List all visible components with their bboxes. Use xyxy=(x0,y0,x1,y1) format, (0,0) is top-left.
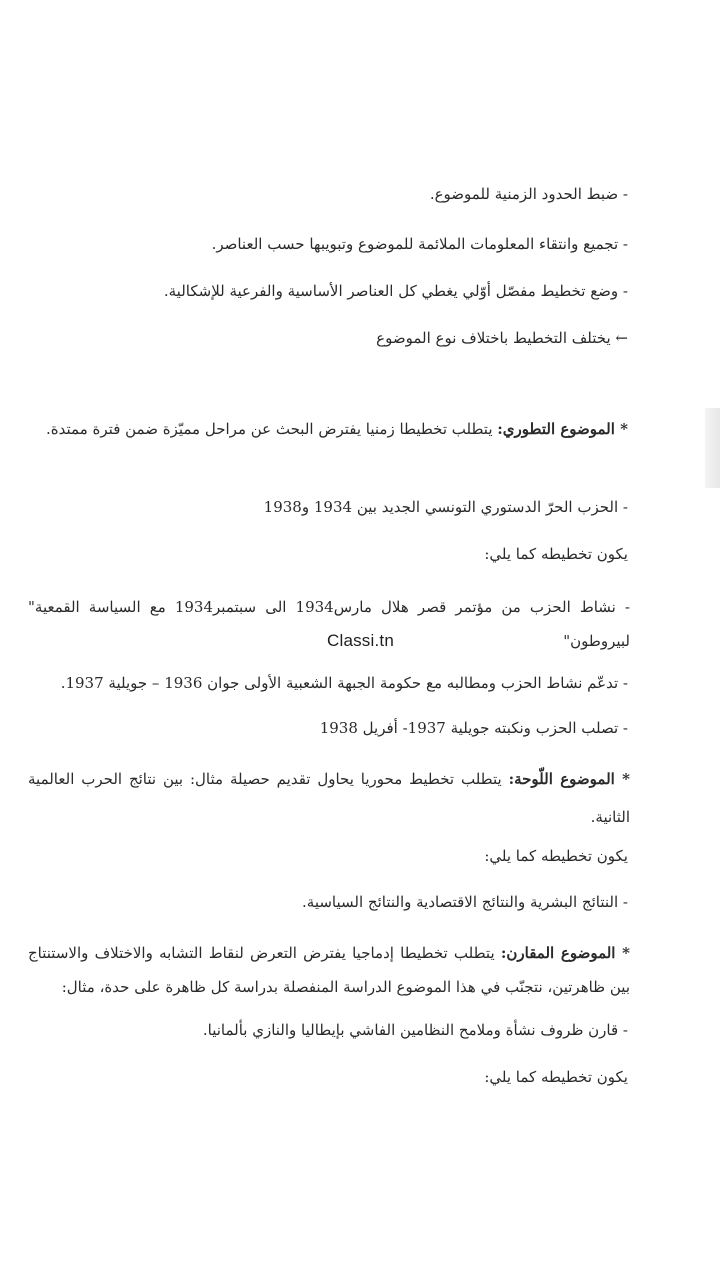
bullet-collect-information: - تجميع وانتقاء المعلومات الملائمة للموضوع وتبويبها حسب العناصر. xyxy=(211,235,628,253)
tableau-plan-item: - النتائج البشرية والنتائج الاقتصادية والنتائج السياسية. xyxy=(302,893,628,911)
bullet-time-limits: - ضبط الحدود الزمنية للموضوع. xyxy=(429,185,628,203)
page-edge-shadow xyxy=(705,408,720,488)
comparative-example: - قارن ظروف نشأة وملامح النظامين الفاشي بإيطاليا والنازي بألمانيا. xyxy=(202,1021,628,1039)
evolutionary-plan-item-1: - نشاط الحزب من مؤتمر قصر هلال مارس1934 الى سبتمبر1934 مع السياسة القمعية" لبيروطون" xyxy=(28,598,630,650)
evolutionary-topic-text: يتطلب تخطيطا زمنيا يفترض البحث عن مراحل مميّزة ضمن فترة ممتدة. xyxy=(46,420,498,438)
tableau-topic-heading: * الموضوع اللّوحة: xyxy=(508,770,631,788)
watermark: Classi.tn xyxy=(327,631,394,650)
evolutionary-plan-item-3: - تصلب الحزب ونكبته جويلية 1937- أفريل 1938 xyxy=(319,719,628,737)
evolutionary-topic-heading: * الموضوع التطوري: xyxy=(497,420,628,438)
evolutionary-plan-item-2: - تدعّم نشاط الحزب ومطالبه مع حكومة الجبهة الشعبية الأولى جوان 1936 – جويلية 1937. xyxy=(60,674,628,692)
evolutionary-topic-paragraph xyxy=(46,418,628,440)
bullet-detailed-plan: - وضع تخطيط مفصّل أوّلي يغطي كل العناصر الأساسية والفرعية للإشكالية. xyxy=(163,282,628,300)
comparative-topic-paragraph xyxy=(28,936,630,1004)
comparative-plan-intro: يكون تخطيطه كما يلي: xyxy=(484,1068,628,1086)
tableau-topic-paragraph xyxy=(28,760,630,836)
tableau-topic-text: يتطلب تخطيط محوريا يحاول تقديم حصيلة مثال: بين نتائج الحرب العالمية الثانية. xyxy=(28,770,630,826)
tableau-plan-intro: يكون تخطيطه كما يلي: xyxy=(484,847,628,865)
arrow-note: ← يختلف التخطيط باختلاف نوع الموضوع xyxy=(376,329,628,347)
comparative-topic-heading: * الموضوع المقارن: xyxy=(500,944,630,962)
evolutionary-example: - الحزب الحرّ الدستوري التونسي الجديد بين 1934 و1938 xyxy=(263,498,628,516)
evolutionary-plan-intro: يكون تخطيطه كما يلي: xyxy=(484,545,628,563)
comparative-topic-text: يتطلب تخطيطا إدماجيا يفترض التعرض لنقاط التشابه والاختلاف والاستنتاج بين ظاهرتين، نتجنّب في هذا الموضوع الدراسة المنفصلة بدراسة كل ظاهرة على حدة، مثال: xyxy=(28,944,630,996)
